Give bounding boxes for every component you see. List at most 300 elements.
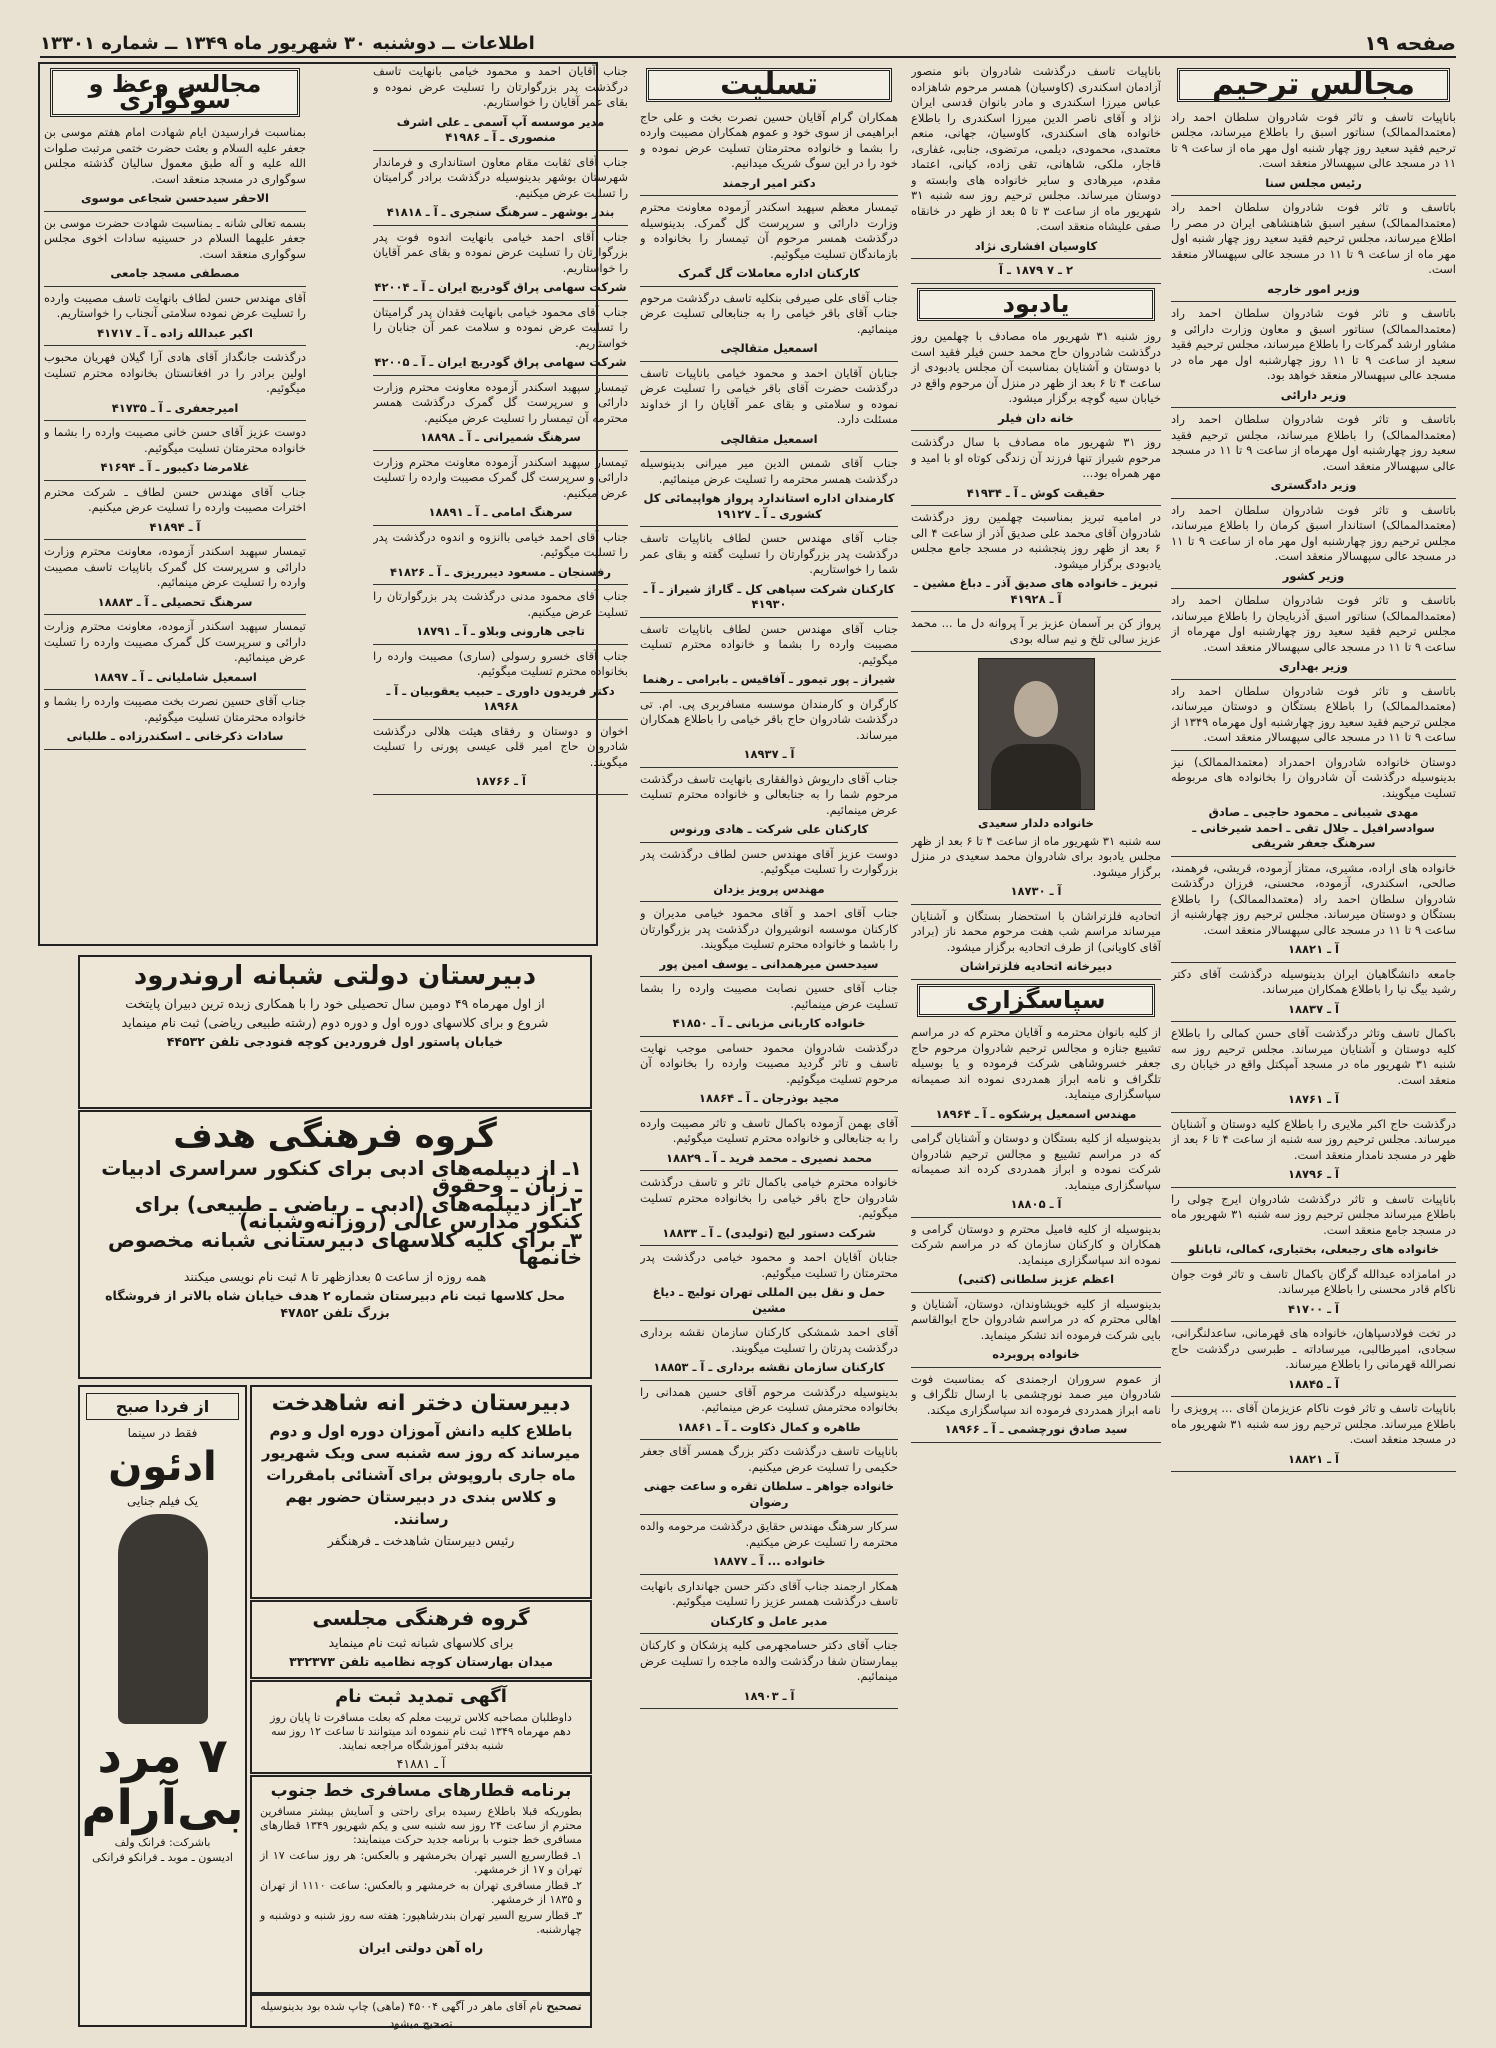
divider — [640, 1320, 898, 1321]
notice-text: درگذشت حاج اکبر ملایری را باطلاع کلیه دوستان و آشنایان میرساند. مجلس ترحیم روز سه شنبه از ساعت ۴ تا ۶ بعد از ظهر در مسجد نامدار منعقد است. — [1171, 1116, 1456, 1162]
notice — [1171, 1267, 1456, 1323]
notice-text: تیمسار سپهبد اسکندر آزموده معاونت محترم وزارت دارائی و سرپرست گل گمرک مصیبت وارده را تسلیت عرض میکنیم. — [373, 454, 628, 500]
notice-text: باتاسف و تاثر فوت شادروان سلطان احمد راد (معتمدالممالک) استاندار اسبق کرمان را باطلاع میرساند، مجلس ترحیم روز چهارشنبه اول مهر ماه از ساعت ۹ تا ۱۱ در مسجد عالی سپهسالار منعقد است. — [1171, 502, 1456, 563]
divider — [1171, 195, 1456, 196]
notice-text: تیمسار سپهبد اسکندر آزموده معاونت محترم وزارت دارائی و سرپرست گل گمرک درگذشت همسر محترمه آن تیمسار را تسلیت عرض میکنیم. — [373, 379, 628, 425]
ad-line: ۲ـ قطار مسافری تهران به خرمشهر و بالعکس: ساعت ۱۱۱۰ از تهران و ۱۸۳۵ از خرمشهر. — [260, 1879, 582, 1906]
divider — [1171, 588, 1456, 589]
notice-signature: سرهنگ تحصیلی ـ آ ـ ۱۸۸۸۳ — [97, 594, 253, 609]
notice-signature: آ ـ ۱۸۹۳۷ — [743, 747, 795, 761]
notice-signature: اسمعیل متقالچی — [720, 341, 818, 355]
notice-text: در امامیه تبریز بمناسبت چهلمین روز درگذشت شادروان آقای محمد علی صدیق آذر از ساعت ۴ الی ۶ بعد از ظهر روز پنجشنبه در مسجد جامع مجلس یادبودی برگزار میشود. — [911, 510, 1161, 571]
notice — [1171, 1192, 1456, 1263]
notice-signature: آ ـ ۱۸۸۲۱ — [1288, 1451, 1339, 1466]
notice — [640, 1041, 898, 1112]
ad-majlesi-group — [250, 1600, 592, 1679]
divider — [640, 1633, 898, 1634]
divider — [911, 283, 1161, 284]
column-sermons — [44, 64, 306, 934]
notice-text: باتاسف و تاثر فوت شادروان سلطان احمد راد (معتمدالممالک) را باطلاع بستگان و دوستان میرساند، مجلس ترحیم فقید سعید روز چهارشنبه اول مهرماه ۱۳۴۹ از ساعت ۹ تا ۱۱ در مسجد عالی سپهسالار منعقد است. — [1171, 683, 1456, 744]
notice-signature: کارکنان اداره معاملات گل گمرک — [678, 266, 860, 280]
divider — [44, 749, 306, 750]
divider — [373, 525, 628, 526]
notice-text: روز ۳۱ شهریور ماه مصادف با سال درگذشت مرحوم شیراز تنها فرزند آن زندگی کوتاه او با امید و مهر همراه بود... — [911, 435, 1161, 480]
ad-signature: آ ـ ۴۱۸۸۱ — [396, 1756, 446, 1771]
ad-line: شروع و برای کلاسهای دوره اول و دوره دوم (رشته طبیعی ریاضی) ثبت نام مینماید — [121, 1015, 549, 1030]
notice-signature: امیرجعفری ـ آ ـ ۴۱۷۳۵ — [111, 400, 239, 415]
notice — [44, 216, 306, 287]
cinema-only-at: فقط در سینما — [127, 1426, 198, 1440]
column-mourning — [1171, 64, 1456, 2024]
notice-signature: وزیر بهداری — [1279, 659, 1348, 673]
notice — [44, 619, 306, 690]
correction-text: نام آقای ماهر در آگهی ۴۵۰۰۴ (ماهی) چاپ شده بود بدینوسیله تصحیح میشود — [260, 2000, 543, 2030]
cinema-figure — [118, 1514, 208, 1724]
notice-text: جناب آقای احمد خیامی بانهایت اندوه فوت پدر بزرگوارتان را تسلیت عرض نموده و بقای عمر آقایان را خواستاریم. — [373, 229, 628, 275]
notice-signature: سید صادق نورچشمی ـ آ ـ ۱۸۹۶۶ — [944, 1422, 1128, 1436]
notice-signature: دبیرخانه اتحادیه فلزتراشان — [959, 959, 1113, 973]
notice — [640, 847, 898, 903]
notice-signature: سادات ذکرخانی ـ اسکندرزاده ـ طلبانی — [66, 729, 284, 743]
divider — [911, 651, 1161, 652]
divider — [911, 505, 1161, 506]
notice-signature: آ ـ ۱۸۷۶۱ — [1288, 1092, 1339, 1106]
notice-signature: خانواده پروبرده — [992, 1347, 1080, 1361]
notice-signature: آ ـ ۱۸۸۰۵ — [1010, 1197, 1062, 1211]
notice-text: جناب آقایان احمد و محمود خیامی بانهایت تاسف درگذشت پدر بزرگوارتان را تسلیت عرض نموده و بقای عمر آقایان را خواستاریم. — [373, 64, 628, 109]
notice-text: دوست عزیز آقای حسن خانی مصیبت وارده را بشما و خانواده محترمتان تسلیت میگوئیم. — [44, 425, 306, 455]
divider — [1171, 498, 1456, 499]
divider — [373, 719, 628, 720]
cinema-film-title: ۷ مرد بی‌آرام — [81, 1728, 244, 1836]
divider — [44, 689, 306, 690]
ad-correction — [250, 1994, 592, 2028]
ad-line: ۳ـ برای کلیه کلاسهای دبیرستانی شبانه مخصوص خانمها — [108, 1228, 582, 1269]
divider — [911, 611, 1161, 612]
divider — [373, 644, 628, 645]
notice — [640, 981, 898, 1037]
cinema-name: ادئون — [108, 1444, 217, 1490]
cinema-genre: یک فیلم جنایی — [126, 1494, 199, 1508]
divider — [1171, 962, 1456, 963]
notice-signature: کاوسیان افشاری نژاد — [974, 238, 1098, 253]
notice — [373, 589, 628, 645]
notice-text: بدینوسیله درگذشت مرحوم آقای حسین همدانی را بخانواده محترمش تسلیت عرض مینمائیم. — [640, 1384, 898, 1414]
notice — [640, 291, 898, 362]
notice-text: از عموم سروران ارجمندی که بمناسبت فوت شادروان میر صمد نورچشمی با ارسال تلگراف و نامه ابراز همدردی فرموده اند سپاسگزاری میکند. — [911, 1371, 1161, 1417]
notice-text: باتاسف و تاثر فوت شادروان سلطان احمد راد (معتمدالممالک) را باطلاع میرساند، مجلس ترحیم فقید سعید روز چهارشنبه اول مهرماه از ساعت ۹ تا ۱۱ در مسجد عالی سپهسالار منعقد است. — [1171, 412, 1456, 473]
notice-signature: خانواده های رجبعلی، بختیاری، کمالی، تابانلو — [1188, 1242, 1439, 1256]
divider — [1171, 679, 1456, 680]
divider — [911, 904, 1161, 905]
ad-title: دبیرستان دولتی شبانه اروندرود — [133, 961, 537, 991]
divider — [373, 150, 628, 151]
notice-signature: غلامرضا دکیبور ـ آ ـ ۴۱۶۹۴ — [100, 460, 250, 474]
divider — [640, 842, 898, 843]
ad-line: ۱ـ از دیپلمه‌های ادبی برای کنکور سراسری ادبیات ـ زبان ـ وحقوق — [101, 1156, 582, 1197]
notice-signature: کارکنان شرکت سپاهی کل ـ گاراژ شیراز ـ آ ـ ۴۱۹۳۰ — [643, 581, 895, 611]
ad-cinema-odeon — [78, 1385, 247, 2027]
divider — [1171, 1187, 1456, 1188]
notice-signature: اسمعیل متقالچی — [720, 431, 818, 446]
divider — [44, 420, 306, 421]
divider — [911, 1217, 1161, 1218]
notice — [44, 291, 306, 347]
notice-text: باتاسف و تاثر فوت شادروان سلطان احمد راد (معتمدالممالک) سفیر اسبق شاهنشاهی ایران در مصر را اطلاع میرساند، مجلس ترحیم فقید سعید روز چهار شنبه اول مهر ماه از ساعت ۹ تا ۱۱ در مسجد عالی سپهسالار منعقد است. — [1171, 200, 1456, 276]
notice-signature: آ ـ ۱۸۸۴۵ — [1288, 1376, 1339, 1391]
notice — [911, 616, 1161, 652]
notice-text: جناب آقای احمد و آقای محمود خیامی مدیران و کارکنان موسسه انوشیروان درگذشت پدر بزرگوارتان را باشما و خانواده محترم تسلیت میگویند. — [640, 906, 898, 951]
notice — [640, 1385, 898, 1441]
notice-signature: آ ـ ۱۸۸۳۷ — [1288, 1001, 1339, 1016]
ad-line: خیابان پاستور اول فروردین کوچه فنودجی تلفن ۴۴۵۳۲ — [166, 1034, 504, 1049]
notice-text: جناب آقای مهندس حسن لطاف باناپیات تاسف درگذشت پدر بزرگوارتان را تسلیت گفته و بقای عمر شما را خواستاریم. — [640, 531, 898, 576]
notice-signature: آ ـ ۱۸۷۶۶ — [475, 774, 526, 788]
notice — [1171, 412, 1456, 499]
notice — [44, 544, 306, 615]
notice — [911, 435, 1161, 506]
ad-shahdokht-school — [250, 1385, 592, 1599]
notice-text: جناب آقای حسین نصرت بخت مصیبت وارده را بشما و خانواده محترمتان تسلیت میگوئیم. — [44, 694, 306, 724]
notice-signature: وزیر دارائی — [1280, 387, 1347, 402]
ad-signature: رئیس دبیرستان شاهدخت ـ فرهنگفر — [327, 1533, 515, 1548]
notice — [1171, 1401, 1456, 1472]
ad-line: میدان بهارستان کوچه نظامیه تلفن ۳۳۲۳۷۳ — [289, 1654, 553, 1669]
notice — [640, 1250, 898, 1321]
notice — [44, 350, 306, 421]
divider — [1171, 1262, 1456, 1263]
notice-signature: وزیر دادگستری — [1270, 478, 1357, 492]
photo-caption: خانواده دلدار سعیدی — [978, 816, 1094, 830]
notice-text: تیمسار سپهبد اسکندر آزموده، معاونت محترم وزارت دارائی و سرپرست کل گمرک باناپیات تاسف مصیبت وارده را تسلیت عرض مینمائیم. — [44, 544, 306, 589]
portrait-photo — [978, 658, 1095, 810]
notice-signature: بندر بوشهر ـ سرهنگ سنجری ـ آ ـ ۴۱۸۱۸ — [386, 205, 615, 219]
notice-text: جناب آقای حسین نصابت مصیبت وارده را بشما تسلیت عرض مینمائیم. — [640, 981, 898, 1011]
ad-registration-extension — [250, 1680, 592, 1774]
notice — [640, 1116, 898, 1172]
notice — [1171, 1326, 1456, 1397]
section-banner-memorial: یادبود — [917, 288, 1155, 322]
notice-signature: خانواده کاربانی مزبانی ـ آ ـ ۴۱۸۵۰ — [672, 1016, 866, 1030]
ad-line: ۲ـ از دیپلمه‌های (ادبی ـ ریاضی ـ طبیعی) برای کنکور مدارس عالی (روزانه‌وشبانه) — [134, 1192, 582, 1233]
divider — [640, 526, 898, 527]
notice-signature: کارکنان سازمان نقشه برداری ـ آ ـ ۱۸۸۵۳ — [653, 1360, 885, 1374]
notice-signature: سیدحسن میرهمدانی ـ یوسف امین پور — [659, 956, 879, 971]
notice-text: روز شنبه ۳۱ شهریور ماه مصادف با چهلمین روز درگذشت شادروان حاج محمد حسن فیلر فقید است با دوستان و آشنایان بمناسبت آن مجلس یادبودی از ساعت ۴ تا ۶ بعد از ظهر در منزل آن مرحوم واقع در خیابان سیه گوچه برگزار میشود. — [911, 329, 1161, 405]
notice-text: خانواده محترم خیامی باکمال تاثر و تاسف درگذشت شادروان حاج باقر خیامی را بخانواده محترم تسلیت میگوئیم. — [640, 1175, 898, 1220]
notice-text: سرکار سرهنگ مهندس حقایق درگذشت مرحومه والده محترمه را تسلیت عرض میکنیم. — [640, 1519, 898, 1549]
notice-signature: محمد نصیری ـ محمد فرید ـ آ ـ ۱۸۸۲۹ — [665, 1150, 873, 1165]
divider — [640, 976, 898, 977]
notice-text: همکاران گرام آقایان حسین نصرت بخت و علی حاج ابراهیمی از سوی خود و عموم همکاران مصیبت وارده را بشما و خانواده محترمتان تسلیت عرض نموده و خود را در این سوگ شریک میدانیم. — [640, 109, 898, 170]
divider — [640, 617, 898, 618]
divider — [911, 1292, 1161, 1293]
notice-signature: وزیر کشور — [1282, 568, 1345, 583]
notice-signature: تبریز ـ خانواده های صدیق آذر ـ دباغ مشین ـ آ ـ ۴۱۹۲۸ — [913, 576, 1159, 606]
divider — [44, 345, 306, 346]
notice-text: جناب آقای احمد خیامی باانزوه و اندوه درگذشت پدر را تسلیت میگوئیم. — [373, 529, 628, 559]
notice-signature: رفسنجان ـ مسعود دیبرریزی ـ آ ـ ۴۱۸۲۶ — [390, 564, 611, 579]
notice-signature: مدیر موسسه آپ آسمی ـ علی اشرف منصوری ـ آ ـ ۴۱۹۸۶ — [396, 114, 605, 144]
notice — [1171, 593, 1456, 680]
notice — [373, 455, 628, 526]
notice — [640, 772, 898, 843]
divider — [1171, 856, 1456, 857]
notice — [1171, 503, 1456, 590]
ad-line: محل کلاسها ثبت نام دبیرستان شماره ۲ هدف خیابان شاه بالاتر از فروشگاه بزرگ تلفن ۴۷۸۵۲ — [105, 1288, 565, 1320]
notice — [1171, 200, 1456, 302]
notice — [1171, 967, 1456, 1023]
notice-text: باکمال تاسف وتاثر درگذشت آقای حسن کمالی را باطلاع کلیه دوستان و آشنایان میرساند. مجلس ترحیم روز سه شنبه ۳۱ شهریور ماه در مسجد آمپکتل واقع در خیابان ری منعقد است. — [1171, 1026, 1456, 1087]
divider — [373, 450, 628, 451]
notice-text: درگذشت جانگداز آقای هادی آرا گیلان فهریان محبوب اولین برادر را در افغانستان بخانواده محترم تسلیت میگوئیم. — [44, 350, 306, 395]
masthead: اطلاعات ــ دوشنبه ۳۰ شهریور ماه ۱۳۴۹ ــ شماره ۱۳۳۰۱ — [40, 32, 535, 54]
divider — [1171, 301, 1456, 302]
divider — [373, 375, 628, 376]
cinema-cast-2: ادیسون ـ مو‌بد ـ فرانکو فرانکی — [92, 1851, 233, 1864]
notice-text: در امامزاده عبدالله گرگان باکمال تاسف و تاثر فوت جوان ناکام قادر محسنی را باطلاع میرساند. — [1171, 1266, 1456, 1296]
notice — [1171, 684, 1456, 751]
notice-text: بدینوسیله از کلیه بستگان و دوستان و آشنایان گرامی که در مراسم تشییع و مجالس ترحیم شادروان شرکت نموده و ابراز همدردی کرده اند صمیمانه سپاسگزاری مینماید. — [911, 1131, 1161, 1192]
ad-title: دبیرستان دختر انه شاهدخت — [271, 1391, 571, 1416]
notice-text: جناب آقای محمود خیامی بانهایت فقدان پدر گرامیتان را تسلیت عرض نموده و سلامت عمر آن جنابان را خواستاریم. — [373, 304, 628, 350]
notice — [373, 64, 628, 151]
divider — [640, 195, 898, 196]
ad-line: همه روزه از ساعت ۵ بعدازظهر تا ۸ ثبت نام نویسی میکنند — [183, 1269, 487, 1284]
notice-signature: آ ـ ۱۸۸۲۱ — [1288, 942, 1339, 956]
column-condolence — [640, 64, 898, 2024]
notice-signature: سرهنگ شمیرانی ـ آ ـ ۱۸۸۹۸ — [420, 430, 581, 444]
notice — [373, 724, 628, 795]
notice — [640, 1444, 898, 1515]
divider — [640, 286, 898, 287]
divider — [373, 300, 628, 301]
notice-signature: شرکت دستور لیچ (تولیدی) ـ آ ـ ۱۸۸۳۳ — [662, 1225, 876, 1240]
notice-signature: مجید بوذرجان ـ آ ـ ۱۸۸۶۴ — [698, 1091, 840, 1105]
notice-text: آقای مهندس حسن لطاف بانهایت تاسف مصیبت وارده را تسلیت عرض نموده سلامتی آنجناب را خواستاریم. — [44, 290, 306, 320]
notice — [911, 1372, 1161, 1443]
notice-signature: آ ـ ۱۸۷۳۰ — [1010, 884, 1062, 898]
notice-text: از کلیه بانوان محترمه و آقایان محترم که در مراسم تشییع جنازه و مجالس ترحیم شادروان مرحوم حاج جعفر خسروشاهی شرکت فرموده و یا بوسیله تلگراف و نامه ابراز همدردی نموده اند صمیمانه سپاسگزاری مینماید. — [911, 1025, 1161, 1101]
notice-text: بمناسبت فرارسیدن ایام شهادت امام هفتم موسی بن جعفر علیه السلام و بعثت حضرت ختمی مرتبت صلوات الله علیه و آله طبق معمول سالیان گذشته مجلس سوگواری در مسجد منعقد است. — [44, 125, 306, 186]
divider — [640, 692, 898, 693]
ad-title: گروه فرهنگی هدف — [173, 1116, 497, 1156]
notice — [911, 1297, 1161, 1368]
notice — [1171, 306, 1456, 408]
ad-line: بطوریکه قبلا باطلاع رسیده برای راحتی و آسایش بیشتر مسافرین محترم از ساعت ۲۴ روز سه شنبه سی و یکم شهریور ۱۳۴۹ قطارهای مسافری خط جنوب با برنامه جدید حرکت مینمایند: — [260, 1805, 582, 1846]
notice — [640, 1175, 898, 1246]
notice — [44, 485, 306, 541]
notice-signature: خانه دان فیلر — [998, 410, 1074, 425]
cinema-starting: از فردا صبح — [86, 1393, 239, 1420]
divider — [640, 1036, 898, 1037]
notice-signature: حمل و نقل بین المللی تهران تولیچ ـ دیاغ مشین — [652, 1285, 886, 1315]
divider — [911, 258, 1161, 259]
column-condolence-2 — [373, 64, 628, 934]
cinema-cast: باشرکت: فرانک ولف — [114, 1836, 211, 1849]
divider — [1171, 1112, 1456, 1113]
notice — [911, 1222, 1161, 1293]
notice-text: سه شنبه ۳۱ شهریور ماه از ساعت ۴ تا ۶ بعد از ظهر مجلس یادبود برای شادروان محمد سعیدی در منزل برگزار میشود. — [911, 833, 1161, 879]
notice-text: جناب آقای مهندس حسن لطاف باناپیات تاسف مصیبت وارده را بشما و خانواده محترم تسلیت میگوئیم. — [640, 621, 898, 667]
notice-text: جنابان آقایان احمد و محمود خیامی درگذشت پدر محترمتان را تسلیت میگوئیم. — [640, 1250, 898, 1280]
notice-signature: مدیر عامل و کارکنان — [710, 1613, 828, 1628]
divider — [1171, 407, 1456, 408]
notice-signature: رئیس مجلس سنا — [1265, 175, 1362, 190]
ad-line: برای کلاسهای شبانه ثبت نام مینماید — [328, 1635, 514, 1650]
notice-signature: آ ـ ۱۸۹۰۳ — [743, 1688, 795, 1703]
divider — [44, 614, 306, 615]
notice-text: بسمه تعالی شانه ـ بمناسبت شهادت حضرت موسی بن جعفر علیهما السلام در حسینیه سادات اخوی مجلس سوگواری منعقد است. — [44, 215, 306, 261]
divider — [1171, 1396, 1456, 1397]
divider — [911, 430, 1161, 431]
notice — [640, 1579, 898, 1635]
notice — [1171, 1026, 1456, 1113]
divider — [1171, 1471, 1456, 1472]
notice-signature: حقیقت کوش ـ آ ـ ۴۱۹۳۴ — [966, 485, 1106, 500]
notice — [373, 530, 628, 586]
divider — [911, 979, 1161, 980]
notice-text: آقای احمد شمشکی کارکنان سازمان نقشه برداری درگذشت پدرتان را تسلیت میگویند. — [640, 1325, 898, 1355]
notice-signature: شرکت سهامی پراق گودریچ ایران ـ آ ـ ۴۲۰۰۵ — [374, 355, 627, 369]
section-banner-condolence: تسلیت — [646, 68, 892, 102]
notice-text: باناپیات تاسف و تاثر درگذشت شادروان ایرج چولی را باطلاع میرساند مجلس ترحیم روز سه شنبه ۳۱ شهریور ماه در مسجد جامع منعقد است. — [1171, 1191, 1456, 1237]
divider — [44, 539, 306, 540]
divider — [640, 1708, 898, 1709]
divider — [911, 1442, 1161, 1443]
notice-text: اخوان و دوستان و رفقای هیئت هلالی درگذشت شادروان حاج امیر قلی عیسی پورنی را تسلیت میگویند. — [373, 723, 628, 769]
notice-text: جناب آقای علی صیرفی بنکلیه تاسف درگذشت مرحوم جناب آقای باقر خیامی را به جنابعالی تسلیت عرض مینمائیم. — [640, 290, 898, 336]
divider — [640, 1574, 898, 1575]
divider — [1171, 1321, 1456, 1322]
notice-text: جناب آقای خسرو رسولی (ساری) مصیبت وارده را بخانواده محترم تسلیت میگوئیم. — [373, 648, 628, 678]
divider — [640, 1111, 898, 1112]
notice-signature: مهندس پرویز یزدان — [713, 881, 825, 896]
notice-signature: مهندس اسمعیل پرشکوه ـ آ ـ ۱۸۹۶۴ — [935, 1106, 1137, 1121]
notice — [44, 694, 306, 750]
notice-text: دوست عزیز آقای مهندس حسن لطاف درگذشت پدر بزرگوارت را تسلیت میگوئیم. — [640, 846, 898, 876]
notice — [640, 366, 898, 453]
ad-line: ۱ـ قطارسریع السیر تهران بخرمشهر و بالعکس: هر روز ساعت ۱۷ از تهران و ۱۷ از خرمشهر. — [260, 1849, 582, 1876]
notice — [640, 456, 898, 527]
divider — [640, 1514, 898, 1515]
notice-text: اتحادیه فلزتراشان با استحضار بستگان و آشنایان میرساند مراسم شب هفت مرحوم محمد ناز (برادر آقای کاویانی) از طرف اتحادیه برگزار میشود. — [911, 908, 1161, 954]
portrait-suit — [991, 744, 1081, 809]
notice — [640, 906, 898, 977]
notice-text: آقای بهمن آزموده باکمال تاسف و تاثر مصیبت وارده را به جنابعالی و خانواده محترم تسلیت میگوئیم. — [640, 1115, 898, 1145]
notice — [640, 697, 898, 768]
divider — [1171, 750, 1456, 751]
ad-title: آگهی تمدید ثبت نام — [335, 1686, 507, 1707]
portrait-face — [1014, 681, 1058, 737]
notice — [640, 622, 898, 693]
notice — [1171, 861, 1456, 963]
notice-signature: اکبر عبدالله زاده ـ آ ـ ۴۱۷۱۷ — [97, 325, 253, 340]
notice-text: باناپیات تاسف درگذشت شادروان بانو منصور آزادمان اسکندری (کاوسیان) همسر مرحوم شاهزاده عباس میرزا اسکندری و مادر بانوان قدسی ایران نژاد و آقای ناصر الدین میرزا اسکندری را باطلاع خانواده های اسکندری، کاوسیان، جهانی، منعم معتمدی، محمودی، دیلمی، مرتضوی، جنابی، غفاری، قاجار، ملکی، شاهانی، تقی زاده، کیانی، اعتماد مقدم، میرهادی و سایر خانواده های وابسته و دوستان میرساند. مجلس ترحیم روز سه شنبه ۳۱ شهریور ماه از ساعت ۳ تا ۵ بعد از ظهر در خانقاه صفی علیشاه منعقد است. — [911, 64, 1161, 233]
notice-signature: شیراز ـ پور تیمور ـ آفاقیس ـ بابرامی ـ رهنما — [642, 672, 896, 686]
notice — [911, 329, 1161, 431]
divider — [1171, 1021, 1456, 1022]
notice-signature: مصطفی مسجد جامعی — [110, 266, 240, 280]
column-memorial — [911, 64, 1161, 2024]
ad-signature: راه آهن دولتی ایران — [358, 1940, 484, 1955]
ad-line: از اول مهرماه ۴۹ دومین سال تحصیلی خود را با همکاری زبده ترین دبیران پایتخت — [125, 996, 545, 1011]
ad-line: باطلاع کلیه دانش آموزان دوره اول و دوم میرساند که روز سه شنبه سی ویک شهریور ماه جاری باروپوش برای آشنائی بامقررات و کلاس بندی در دبیرستان حضور بهم رسانند. — [261, 1422, 581, 1528]
notice-text: کارگران و کارمندان موسسه مسافربری پی. ام. تی درگذشت شادروان حاج باقر خیامی را باطلاع همکاران میرساند. — [640, 696, 898, 742]
section-banner-thanks: سپاسگزاری — [917, 984, 1155, 1018]
notice — [373, 305, 628, 376]
ad-title: برنامه قطارهای مسافری خط جنوب — [270, 1781, 572, 1801]
section-banner-mourning: مجالس ترحیم — [1177, 68, 1450, 102]
notice-text: جناب آقای محمود مدنی درگذشت پدر بزرگوارتان را تسلیت عرض میکنیم. — [373, 589, 628, 619]
ad-line: ۳ـ قطار سریع السیر تهران بندرشاهپور: هفته سه روز شنبه و دوشنبه و چهارشنبه. — [260, 1909, 582, 1936]
divider — [44, 480, 306, 481]
notice-signature: ۲ ـ ۷ ۱۸۷۹ ـ آ — [999, 263, 1073, 277]
notice — [640, 531, 898, 618]
notice-text: تیمسار معظم سپهبد اسکندر آزموده معاونت محترم وزارت دارائی و سرپرست گل گمرک. بدینوسیله درگذشت همسر مرحوم آن تیمسار را بخانواده و بازماندگان تسلیت میگوئیم. — [640, 200, 898, 261]
divider — [640, 1170, 898, 1171]
notice-text: بدینوسیله از کلیه خویشاوندان، دوستان، آشنایان و اهالی محترم که در مراسم شادروان حاج ابوالقاسم بایی شرکت فرموده اند تشکر مینماید. — [911, 1296, 1161, 1342]
notice — [373, 230, 628, 301]
notice-signature: اسمعیل شاملیانی ـ آ ـ ۱۸۸۹۷ — [93, 669, 257, 684]
divider — [373, 794, 628, 795]
notice-signature: آ ـ ۴۱۸۹۴ — [149, 519, 201, 534]
notice-text: باناپیات تاسف و تاثر فوت شادروان سلطان احمد راد (معتمدالممالک) سناتور اسبق را باطلاع میرساند، مجلس ترحیم فقید سعید روز چهار شنبه اول مهر ماه از ساعت ۹ تا ۱۱ در مسجد عالی سپهسالار منعقد است. — [1171, 109, 1456, 170]
notice-text: در تخت فولادسپاهان، خانواده های قهرمانی، ساعدلنگرانی، سجادی، امیرطالبی، میرساداته ـ طبرسی درگذشت حاج نصرالله قهرمانی را باطلاع میرساند. — [1171, 1326, 1456, 1371]
notice — [911, 909, 1161, 980]
notice-signature: آ ـ ۱۸۷۹۶ — [1288, 1167, 1339, 1181]
notice-text: جناب آقای داریوش ذوالفقاری بانهایت تاسف درگذشت مرحوم شما را به جنابعالی و خانواده محترم تسلیت عرض مینمائیم. — [640, 771, 898, 817]
section-banner-sermons: مجالس وعظ و سوگواری — [50, 68, 300, 117]
notice-text: همکار ارجمند جناب آقای دکتر حسن جهانداری بانهایت تاسف درگذشت همسر عزیز را تسلیت میگوئیم. — [640, 1578, 898, 1608]
divider — [640, 901, 898, 902]
notice-text: جناب آقای دکتر حسامجهرمی کلیه پزشکان و کارکنان بیمارستان شفا درگذشت والده ماجده را تسلیت عرض مینمائیم. — [640, 1638, 898, 1683]
notice — [640, 1325, 898, 1381]
notice-text: جناب آقای شمس الدین میر میرانی بدینوسیله درگذشت همسر محترمه را تسلیت عرض مینمائیم. — [640, 456, 898, 486]
notice-signature: تاجی هارونی وبلاو ـ آ ـ ۱۸۷۹۱ — [416, 624, 585, 638]
notice-signature: سرهنگ امامی ـ آ ـ ۱۸۸۹۱ — [428, 505, 573, 519]
divider — [640, 361, 898, 362]
notice — [640, 200, 898, 287]
notice-text: جامعه دانشگاهیان ایران بدینوسیله درگذشت آقای دکتر رشید بیگ نیا را باطلاع همکاران میرساند. — [1171, 966, 1456, 996]
divider — [640, 1380, 898, 1381]
notice-signature: خانواده ... آ ـ ۱۸۸۷۷ — [712, 1554, 826, 1568]
notice — [911, 510, 1161, 612]
notice-text: بدینوسیله از کلیه فامیل محترم و دوستان گرامی و همکاران و کارکنان سازمان که در مراسم شرکت نموده اند سپاسگزاری مینماید. — [911, 1221, 1161, 1267]
notice-text: درگذشت شادروان محمود حسامی موجب نهایت تاسف و تاثر گردید مصیبت وارده را بخانواده آن مرحوم تسلیت میگوئیم. — [640, 1040, 898, 1086]
divider — [373, 584, 628, 585]
notice — [373, 649, 628, 720]
ad-line: داوطلبان مصاحبه کلاس تربیت معلم که بعلت مسافرت تا پایان روز دهم مهرماه ۱۳۴۹ ثبت نام ننموده اند میتوانند تا ساعت ۱۲ روز سه شنبه بدفتر آموزشگاه مراجعه نمایند. — [270, 1711, 572, 1752]
divider — [911, 1367, 1161, 1368]
notice-signature: مهدی شیبانی ـ محمود حاجبی ـ صادق سوادسرافیل ـ جلال تقی ـ احمد شیرخانی ـ سرهنگ جعفر شریفی — [1192, 805, 1435, 850]
notice-text: باناپیات تاسف درگذشت دکتر بزرگ همسر آقای جعفر حکیمی را تسلیت عرض میکنیم. — [640, 1444, 898, 1474]
correction-title: تصحیح — [546, 2000, 582, 2013]
notice — [1171, 755, 1456, 857]
notice-text: باناپیات تاسف و تاثر فوت ناکام عزیزمان آقای ... پرویزی را باطلاع میرساند. مجلس ترحیم روز سه شنبه ۳۱ شهریور ماه در مسجد منعقد است. — [1171, 1401, 1456, 1446]
notice — [1171, 110, 1456, 197]
notice-text: تیمسار سپهبد اسکندر آزموده، معاونت محترم وزارت دارائی و سرپرست کل گمرک مصیبت وارده را تسلیت عرض مینمائیم. — [44, 619, 306, 664]
ad-train-schedule — [250, 1775, 592, 1994]
notice-text: جنابان آقایان احمد و محمود خیامی باناپیات تاسف درگذشت حضرت آقای باقر خیامی را تسلیت عرض نموده و سلامتی و بقای عمر آقایان را از خداوند مسئلت دارد. — [640, 365, 898, 426]
divider — [373, 225, 628, 226]
notice-signature: اعظم عزیز سلطانی (کتبی) — [957, 1272, 1115, 1286]
notice — [911, 1131, 1161, 1218]
divider — [640, 1439, 898, 1440]
notice — [911, 834, 1161, 905]
divider — [44, 286, 306, 287]
notice — [44, 425, 306, 481]
